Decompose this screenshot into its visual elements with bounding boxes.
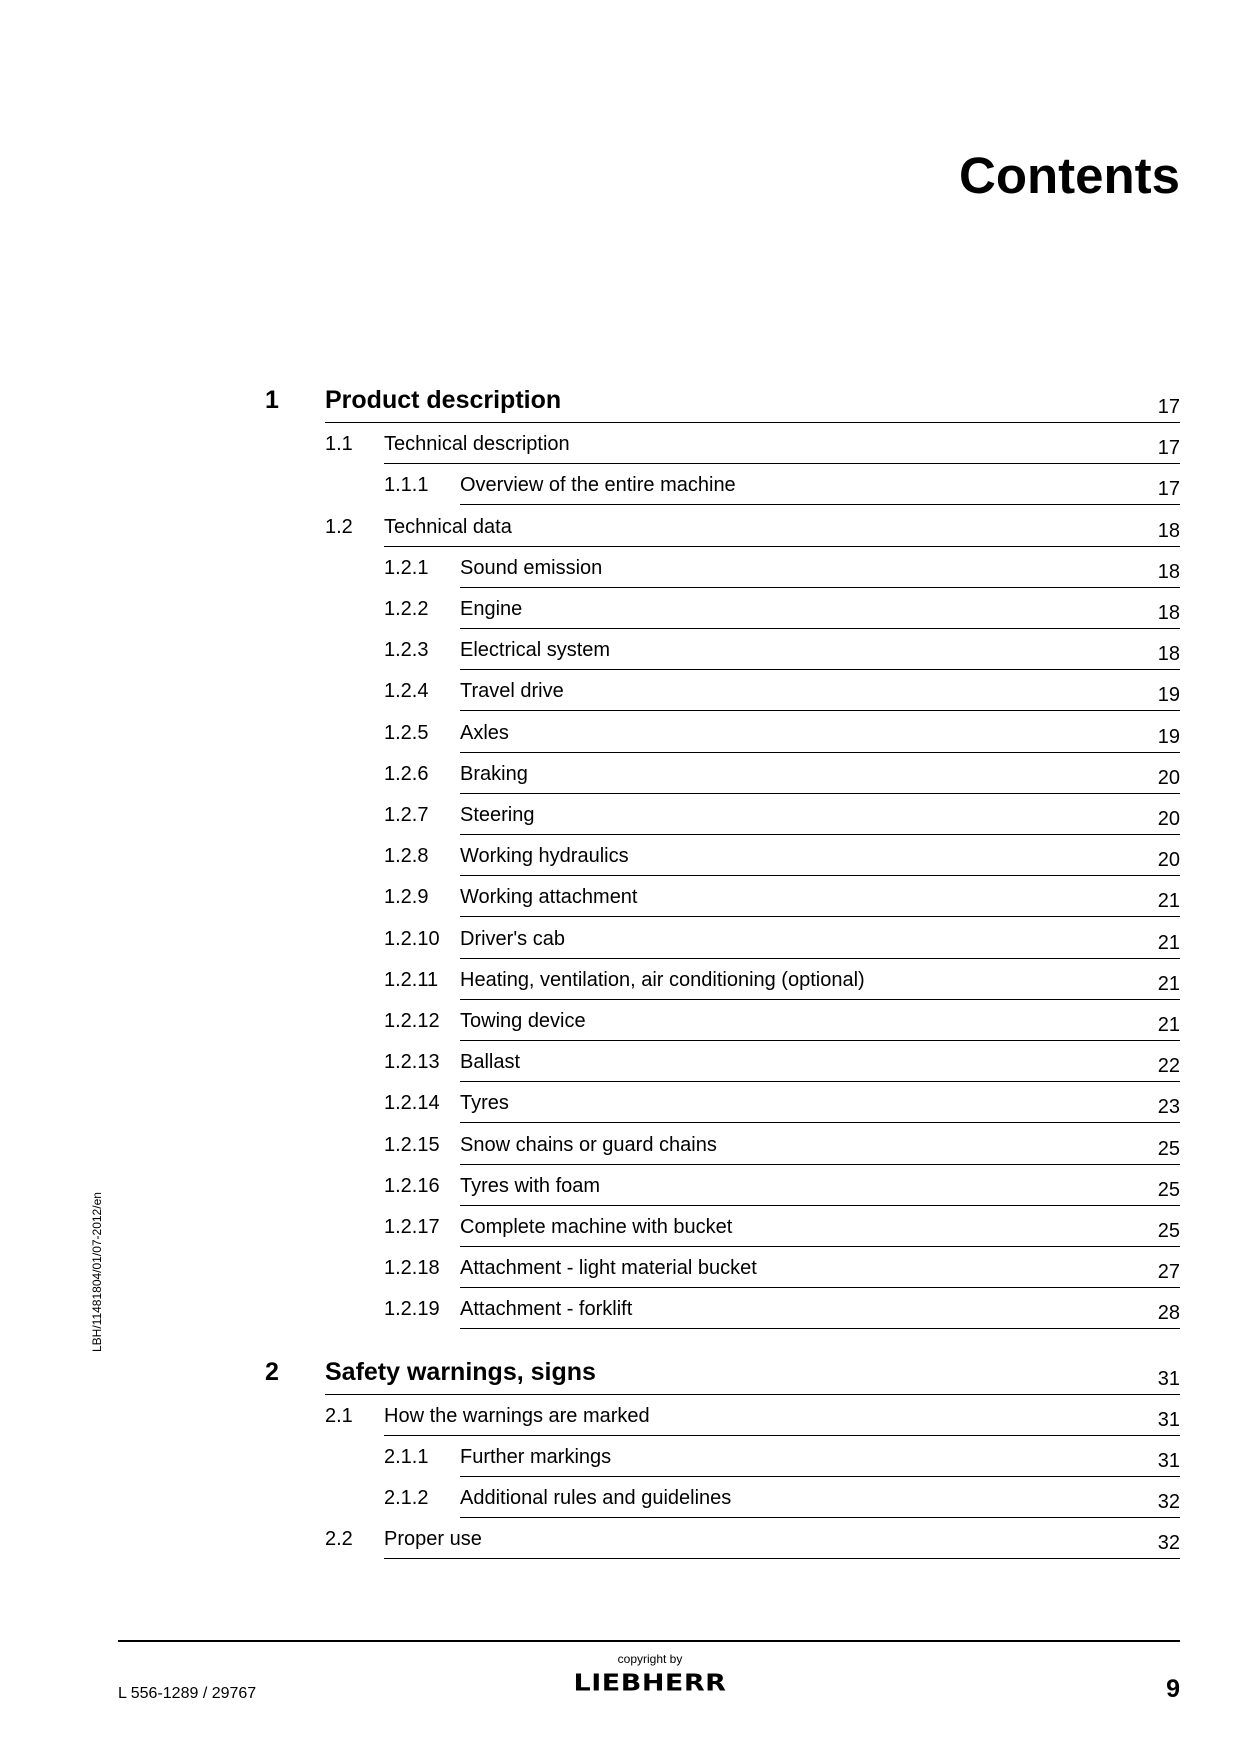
toc-entry[interactable] — [325, 1521, 1180, 1554]
toc-entry-page: 27 — [1157, 1261, 1180, 1283]
toc-entry-underline — [460, 834, 1180, 835]
toc-entry-underline — [460, 587, 1180, 588]
toc-entry-title: Tyres — [460, 1092, 509, 1114]
toc-entry-underline — [460, 1164, 1180, 1165]
toc-entry-number: 1.2 — [325, 516, 353, 538]
toc-entry[interactable] — [384, 1044, 1180, 1077]
toc-entry-underline — [460, 1476, 1180, 1477]
toc-entry[interactable] — [384, 632, 1180, 665]
toc-entry-title: Axles — [460, 722, 509, 744]
toc-entry-page: 31 — [1157, 1368, 1180, 1390]
toc-entry-title: Proper use — [384, 1528, 482, 1550]
toc-entry-page: 32 — [1157, 1491, 1180, 1513]
toc-entry-page: 21 — [1157, 890, 1180, 912]
toc-entry-number: 1.2.17 — [384, 1216, 440, 1238]
toc-entry-page: 19 — [1157, 684, 1180, 706]
toc-entry-page: 23 — [1157, 1096, 1180, 1118]
toc-entry-page: 25 — [1157, 1179, 1180, 1201]
toc-entry-underline — [460, 875, 1180, 876]
toc-entry-underline — [384, 1558, 1180, 1559]
toc-entry-number: 1.2.11 — [384, 969, 439, 991]
toc-entry-title: Technical data — [384, 516, 512, 538]
toc-entry-underline — [460, 1328, 1180, 1329]
toc-entry-number: 2 — [265, 1358, 279, 1386]
toc-entry[interactable] — [384, 591, 1180, 624]
toc-entry-title: Overview of the entire machine — [460, 474, 736, 496]
toc-entry-underline — [460, 1205, 1180, 1206]
toc-entry-underline — [460, 1122, 1180, 1123]
toc-entry-underline — [460, 916, 1180, 917]
toc-entry-page: 20 — [1157, 767, 1180, 789]
toc-entry[interactable] — [384, 1085, 1180, 1118]
toc-entry-underline — [460, 1040, 1180, 1041]
toc-entry-page: 28 — [1157, 1302, 1180, 1324]
toc-entry-number: 1.1 — [325, 433, 353, 455]
toc-entry-underline — [460, 1246, 1180, 1247]
toc-entry[interactable] — [384, 879, 1180, 912]
toc-chapter[interactable] — [265, 1357, 1180, 1390]
toc-entry-underline — [384, 463, 1180, 464]
toc-entry-page: 31 — [1157, 1409, 1180, 1431]
toc-entry-page: 31 — [1157, 1450, 1180, 1472]
page-title: Contents — [959, 147, 1180, 204]
toc-entry-page: 17 — [1157, 478, 1180, 500]
toc-entry-title: Further markings — [460, 1446, 612, 1468]
toc-entry-number: 2.1.1 — [384, 1446, 429, 1468]
toc-entry-underline — [460, 710, 1180, 711]
toc-entry-number: 1.2.10 — [384, 928, 440, 950]
toc-entry-underline — [384, 546, 1180, 547]
toc-entry[interactable] — [384, 550, 1180, 583]
toc-entry[interactable] — [325, 509, 1180, 542]
toc-entry-number: 1.2.1 — [384, 557, 429, 579]
toc-entry-underline — [460, 1081, 1180, 1082]
toc-entry-underline — [384, 1435, 1180, 1436]
toc-entry-underline — [325, 1394, 1180, 1395]
toc-entry-number: 1.2.13 — [384, 1051, 440, 1073]
footer-divider — [118, 1640, 1180, 1642]
toc-entry[interactable] — [384, 715, 1180, 748]
toc-entry[interactable] — [384, 1003, 1180, 1036]
toc-entry-page: 22 — [1157, 1055, 1180, 1077]
toc-entry[interactable] — [384, 1480, 1180, 1513]
toc-entry-number: 1.2.5 — [384, 722, 429, 744]
toc-entry-number: 1.2.8 — [384, 845, 429, 867]
toc-entry-page: 18 — [1157, 520, 1180, 542]
toc-entry[interactable] — [384, 1127, 1180, 1160]
toc-entry-title: Snow chains or guard chains — [460, 1134, 717, 1156]
liebherr-logo: LIEBHERR — [573, 1670, 727, 1697]
page-number: 9 — [1166, 1675, 1180, 1703]
toc-entry-number: 1.2.18 — [384, 1257, 440, 1279]
toc-entry-number: 1.2.3 — [384, 639, 429, 661]
toc-entry-number: 1.2.16 — [384, 1175, 440, 1197]
toc-entry-title: Travel drive — [460, 680, 564, 702]
toc-entry-underline — [460, 504, 1180, 505]
toc-entry-title: Safety warnings, signs — [325, 1358, 596, 1386]
toc-entry[interactable] — [384, 1168, 1180, 1201]
toc-entry-number: 1.2.2 — [384, 598, 429, 620]
toc-entry-title: Steering — [460, 804, 535, 826]
toc-entry-title: How the warnings are marked — [384, 1405, 650, 1427]
footer-document-id: L 556-1289 / 29767 — [118, 1685, 257, 1702]
toc-entry-page: 17 — [1157, 396, 1180, 418]
toc-entry-page: 25 — [1157, 1220, 1180, 1242]
toc-entry-title: Product description — [325, 386, 562, 414]
toc-entry-title: Working hydraulics — [460, 845, 629, 867]
toc-entry-page: 17 — [1157, 437, 1180, 459]
toc-entry-number: 1.2.15 — [384, 1134, 440, 1156]
toc-entry[interactable] — [384, 921, 1180, 954]
toc-entry-title: Electrical system — [460, 639, 611, 661]
toc-entry-number: 1 — [265, 386, 279, 414]
toc-entry[interactable] — [384, 1250, 1180, 1283]
toc-entry-page: 18 — [1157, 602, 1180, 624]
toc-entry-title: Heating, ventilation, air conditioning (optional) — [460, 969, 865, 991]
toc-entry-page: 18 — [1157, 561, 1180, 583]
toc-entry-page: 20 — [1157, 849, 1180, 871]
toc-entry[interactable] — [384, 797, 1180, 830]
toc-entry-page: 20 — [1157, 808, 1180, 830]
toc-entry-number: 2.2 — [325, 1528, 353, 1550]
toc-entry-number: 1.2.14 — [384, 1092, 440, 1114]
toc-entry-title: Complete machine with bucket — [460, 1216, 733, 1238]
toc-entry[interactable] — [384, 756, 1180, 789]
toc-entry-title: Braking — [460, 763, 528, 785]
toc-entry[interactable] — [384, 962, 1180, 995]
toc-entry[interactable] — [384, 467, 1180, 500]
toc-entry-title: Technical description — [384, 433, 570, 455]
toc-entry-number: 1.2.12 — [384, 1010, 440, 1032]
toc-entry-page: 19 — [1157, 726, 1180, 748]
toc-entry[interactable] — [325, 1398, 1180, 1431]
toc-entry[interactable] — [384, 1439, 1180, 1472]
toc-entry-number: 1.1.1 — [384, 474, 429, 496]
toc-entry-title: Towing device — [460, 1010, 586, 1032]
toc-entry-number: 1.2.6 — [384, 763, 429, 785]
toc-entry-title: Sound emission — [460, 557, 603, 579]
toc-entry-title: Attachment - light material bucket — [460, 1257, 757, 1279]
toc-entry-title: Working attachment — [460, 886, 638, 908]
toc-entry[interactable] — [384, 1291, 1180, 1324]
toc-entry-underline — [460, 793, 1180, 794]
toc-entry-number: 1.2.4 — [384, 680, 429, 702]
toc-entry-page: 18 — [1157, 643, 1180, 665]
toc-entry-number: 1.2.19 — [384, 1298, 440, 1320]
toc-entry-underline — [460, 752, 1180, 753]
toc-entry-title: Attachment - forklift — [460, 1298, 633, 1320]
toc-entry-page: 21 — [1157, 1014, 1180, 1036]
toc-entry-page: 25 — [1157, 1138, 1180, 1160]
toc-entry-page: 21 — [1157, 973, 1180, 995]
toc-entry[interactable] — [384, 673, 1180, 706]
toc-entry-title: Engine — [460, 598, 523, 620]
toc-chapter[interactable] — [265, 385, 1180, 418]
toc-entry-title: Driver's cab — [460, 928, 565, 950]
toc-entry-underline — [460, 958, 1180, 959]
toc-entry-underline — [460, 1517, 1180, 1518]
toc-entry-number: 2.1 — [325, 1405, 353, 1427]
toc-entry[interactable] — [325, 426, 1180, 459]
toc-entry-title: Ballast — [460, 1051, 521, 1073]
toc-entry-title: Additional rules and guidelines — [460, 1487, 732, 1509]
document-code: LBH/11481804/01/07-2012/en — [90, 1192, 104, 1352]
toc-entry-underline — [460, 999, 1180, 1000]
toc-entry-number: 2.1.2 — [384, 1487, 429, 1509]
toc-entry[interactable] — [384, 838, 1180, 871]
toc-entry[interactable] — [384, 1209, 1180, 1242]
toc-entry-number: 1.2.7 — [384, 804, 429, 826]
toc-entry-number: 1.2.9 — [384, 886, 429, 908]
toc-entry-underline — [325, 422, 1180, 423]
toc-entry-underline — [460, 1287, 1180, 1288]
toc-entry-title: Tyres with foam — [460, 1175, 601, 1197]
toc-entry-page: 32 — [1157, 1532, 1180, 1554]
toc-entry-underline — [460, 669, 1180, 670]
toc-entry-underline — [460, 628, 1180, 629]
toc-entry-page: 21 — [1157, 932, 1180, 954]
copyright-notice: copyright by — [617, 1652, 683, 1666]
